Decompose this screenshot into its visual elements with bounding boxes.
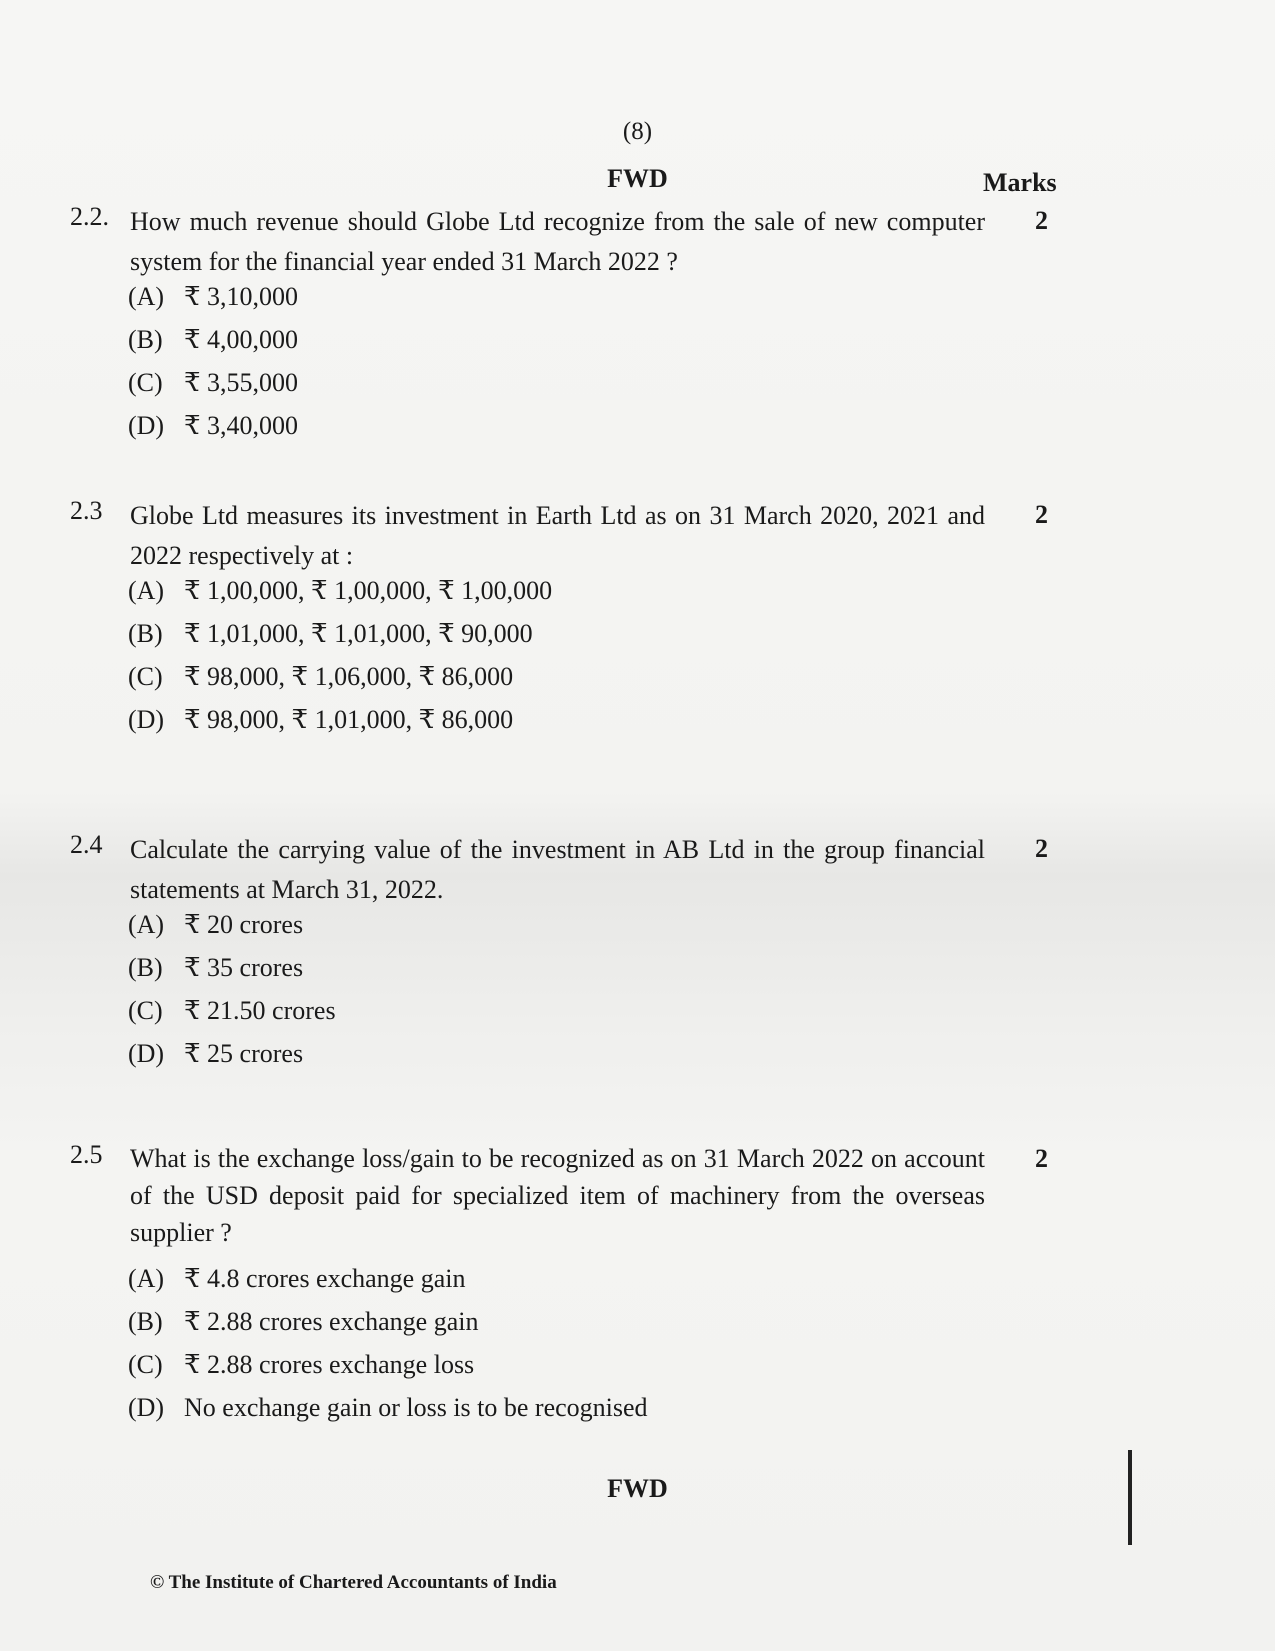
option-letter: (B) [128, 953, 163, 982]
option-text: ₹ 1,01,000, ₹ 1,01,000, ₹ 90,000 [184, 619, 533, 648]
option-text: ₹ 35 crores [184, 953, 304, 982]
option-text: ₹ 25 crores [184, 1039, 304, 1068]
option-text: ₹ 1,00,000, ₹ 1,00,000, ₹ 1,00,000 [184, 576, 553, 605]
option-c [128, 996, 336, 1026]
question-number: 2.4 [70, 830, 103, 859]
option-b [128, 325, 298, 355]
option-text: No exchange gain or loss is to be recognised [184, 1393, 648, 1422]
option-letter: (B) [128, 619, 163, 648]
option-letter: (C) [128, 662, 163, 691]
option-text: ₹ 2.88 crores exchange loss [184, 1350, 475, 1379]
option-letter: (C) [128, 1350, 163, 1379]
option-b [128, 953, 303, 983]
option-text: ₹ 3,40,000 [184, 411, 299, 440]
option-text: ₹ 98,000, ₹ 1,06,000, ₹ 86,000 [184, 662, 514, 691]
option-letter: (D) [128, 705, 165, 734]
question-number: 2.5 [70, 1140, 103, 1169]
option-letter: (D) [128, 411, 165, 440]
option-a [128, 282, 298, 312]
option-a [128, 910, 303, 940]
option-text: ₹ 98,000, ₹ 1,01,000, ₹ 86,000 [184, 705, 514, 734]
option-text: ₹ 4,00,000 [184, 325, 299, 354]
page-number: (8) [622, 118, 653, 145]
option-text: ₹ 3,10,000 [184, 282, 299, 311]
option-c [128, 662, 513, 692]
option-text: ₹ 4.8 crores exchange gain [184, 1264, 466, 1293]
marks-column-label: Marks [983, 168, 1057, 197]
option-letter: (A) [128, 282, 165, 311]
paper-code-header: FWD [607, 164, 668, 193]
question-text: What is the exchange loss/gain to be recognized as on 31 March 2022 on account of the USD deposit paid for specialized item of machinery from the overseas supplier ? [130, 1144, 985, 1247]
option-text: ₹ 2.88 crores exchange gain [184, 1307, 479, 1336]
question-marks: 2 [1035, 206, 1048, 235]
question-marks: 2 [1035, 834, 1048, 863]
option-text: ₹ 3,55,000 [184, 368, 299, 397]
paper-code-footer: FWD [607, 1474, 668, 1503]
option-text: ₹ 20 crores [184, 910, 304, 939]
option-c [128, 368, 298, 398]
option-letter: (A) [128, 1264, 165, 1293]
option-letter: (D) [128, 1039, 165, 1068]
question-text: How much revenue should Globe Ltd recognize from the sale of new computer system for the financial year ended 31 March 2022 ? [130, 207, 985, 276]
option-c [128, 1350, 474, 1380]
option-a [128, 576, 552, 606]
option-d [128, 705, 513, 735]
question-number: 2.3 [70, 496, 103, 525]
copyright-notice: © The Institute of Chartered Accountants of India [150, 1572, 557, 1593]
option-letter: (D) [128, 1393, 165, 1422]
option-letter: (C) [128, 368, 163, 397]
option-letter: (B) [128, 325, 163, 354]
option-d [128, 1039, 303, 1069]
option-b [128, 619, 533, 649]
scan-artifact-line [1128, 1450, 1132, 1545]
option-b [128, 1307, 478, 1337]
question-text: Calculate the carrying value of the investment in AB Ltd in the group financial statements at March 31, 2022. [130, 835, 985, 904]
option-d [128, 411, 298, 441]
option-letter: (C) [128, 996, 163, 1025]
question-number: 2.2. [70, 202, 109, 231]
option-letter: (B) [128, 1307, 163, 1336]
question-marks: 2 [1035, 1144, 1048, 1173]
question-marks: 2 [1035, 500, 1048, 529]
question-text: Globe Ltd measures its investment in Earth Ltd as on 31 March 2020, 2021 and 2022 respectively at : [130, 501, 985, 570]
option-a [128, 1264, 465, 1294]
option-letter: (A) [128, 910, 165, 939]
option-d [128, 1393, 648, 1423]
option-text: ₹ 21.50 crores [184, 996, 336, 1025]
option-letter: (A) [128, 576, 165, 605]
